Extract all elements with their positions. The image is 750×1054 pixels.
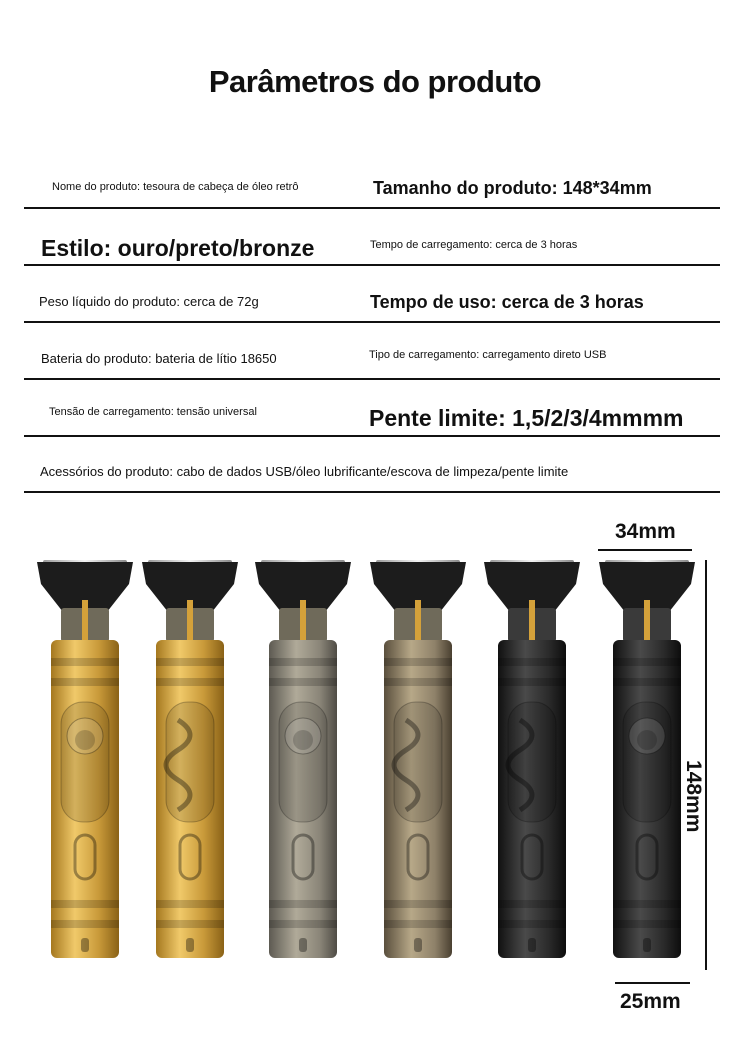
spec-usage-time: Tempo de uso: cerca de 3 horas xyxy=(370,292,644,312)
trimmer-lineup-image xyxy=(0,540,750,980)
trimmer-bronze-dragon xyxy=(370,560,466,958)
spec-charging-voltage: Tensão de carregamento: tensão universal xyxy=(49,406,257,418)
dimension-length-label: 148mm xyxy=(682,760,705,833)
trimmer-bronze-gray-buddha xyxy=(255,560,351,958)
spec-net-weight: Peso líquido do produto: cerca de 72g xyxy=(39,294,259,309)
trimmer-black-buddha xyxy=(599,560,695,958)
trimmer-black-dragon xyxy=(484,560,580,958)
trimmer-gold-dragon xyxy=(142,560,238,958)
dimension-base-label: 25mm xyxy=(620,990,681,1013)
spec-style: Estilo: ouro/preto/bronze xyxy=(41,235,315,261)
spec-limit-comb: Pente limite: 1,5/2/3/4mmmm xyxy=(369,405,684,431)
dimension-width-label: 34mm xyxy=(615,520,676,543)
spec-charging-type: Tipo de carregamento: carregamento direto USB xyxy=(369,349,607,361)
table-divider xyxy=(24,491,720,493)
table-divider xyxy=(24,378,720,380)
spec-battery: Bateria do produto: bateria de lítio 18650 xyxy=(41,351,277,366)
spec-product-size: Tamanho do produto: 148*34mm xyxy=(373,178,652,198)
table-divider xyxy=(24,321,720,323)
spec-product-name: Nome do produto: tesoura de cabeça de óleo retrô xyxy=(52,181,299,193)
table-divider xyxy=(24,264,720,266)
spec-accessories: Acessórios do produto: cabo de dados USB/óleo lubrificante/escova de limpeza/pente limite xyxy=(40,464,569,479)
table-divider xyxy=(24,435,720,437)
trimmer-gold-buddha xyxy=(37,560,133,958)
page-title: Parâmetros do produto xyxy=(208,64,542,99)
spec-charging-time: Tempo de carregamento: cerca de 3 horas xyxy=(370,239,578,251)
table-divider xyxy=(24,207,720,209)
dimension-base-line xyxy=(615,982,690,984)
